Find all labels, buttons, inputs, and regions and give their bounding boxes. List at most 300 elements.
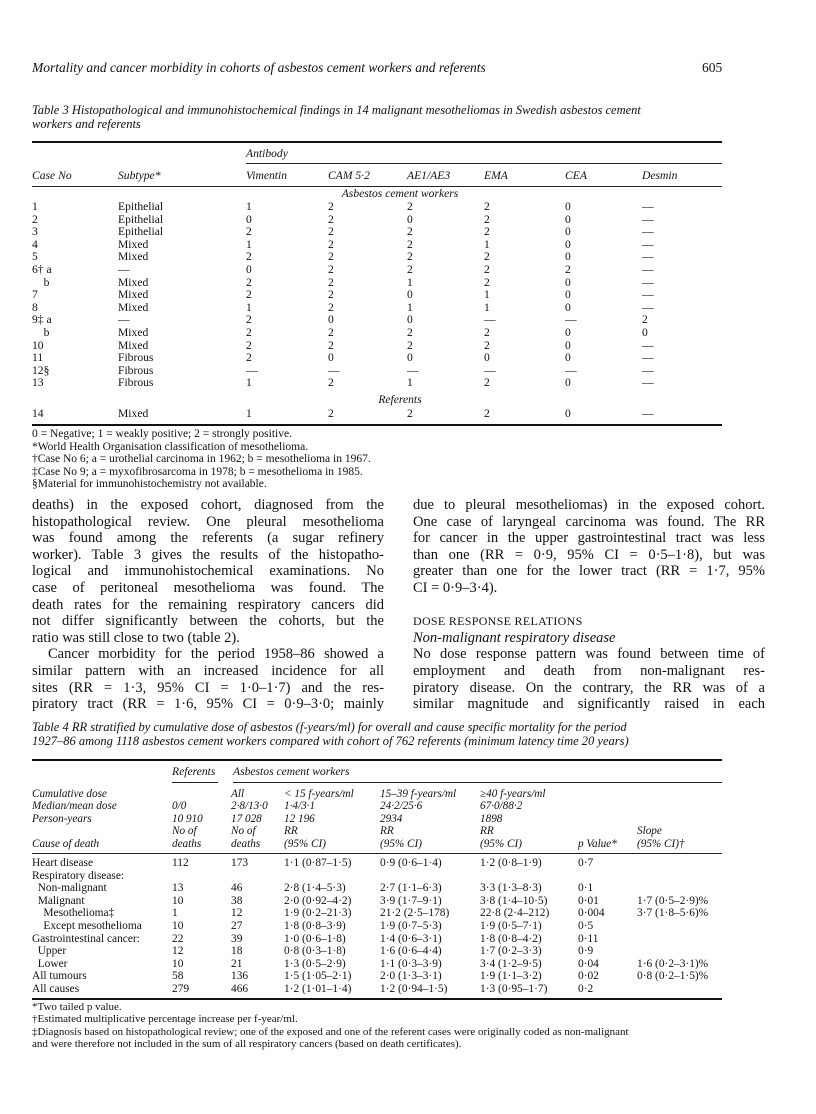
- table-cell: 3·4 (1·2–9·5): [480, 957, 542, 970]
- table-cell: 17 028: [231, 812, 262, 825]
- table-cell: 2: [407, 225, 413, 239]
- table-cell: Mixed: [118, 300, 149, 314]
- header-row: [0, 788, 816, 800]
- table-cell: 2: [328, 275, 334, 289]
- header-row: [0, 825, 816, 837]
- table-cell: 12: [172, 945, 184, 958]
- table-cell: 1·4/3·1: [284, 800, 316, 813]
- table-cell: 1: [172, 907, 178, 920]
- table-cell: 46: [231, 882, 243, 895]
- table4-workers-rule: [233, 782, 722, 783]
- table3-top-rule: [32, 141, 722, 143]
- table-cell: 12: [231, 907, 243, 920]
- text-line: One case of laryngeal carcinoma was found. The RR: [413, 513, 765, 530]
- table-cell: 3·7 (1·8–5·6)%: [637, 907, 709, 920]
- footnote: 0 = Negative; 1 = weakly positive; 2 = strongly positive.: [32, 428, 292, 440]
- table-cell: (95% CI)†: [637, 837, 685, 850]
- table-cell: 10: [32, 338, 44, 352]
- table-cell: 2: [407, 263, 413, 276]
- table-cell: —: [484, 313, 496, 327]
- table-cell: 173: [231, 857, 249, 869]
- table-cell: —: [484, 363, 496, 377]
- table-cell: —: [642, 338, 654, 352]
- table-cell: 0·9: [578, 945, 594, 958]
- table-cell: 2: [328, 326, 334, 339]
- table-cell: 0: [565, 351, 571, 365]
- header-row: [0, 800, 816, 812]
- table-cell: 1·5 (1·05–2·1): [284, 970, 352, 983]
- column-header: EMA: [484, 169, 508, 182]
- column-header: CAM 5·2: [328, 169, 370, 182]
- table-cell: 3: [32, 225, 38, 239]
- table-cell: 10 910: [172, 812, 203, 825]
- text-line: piratory tract (RR = 1·6, 95% CI = 0·9–3·0; mainly: [32, 696, 384, 713]
- table-cell: 2: [407, 237, 413, 251]
- table-cell: 15–39 f-years/ml: [380, 788, 457, 800]
- table-cell: —: [565, 313, 577, 327]
- table-cell: —: [246, 363, 258, 377]
- table-cell: 1·4 (0·6–3·1): [380, 932, 442, 945]
- table-cell: 0: [407, 351, 413, 365]
- table-cell: 1: [32, 200, 38, 213]
- table-cell: —: [642, 407, 654, 420]
- table4-caption: [32, 720, 629, 748]
- table-cell: 0: [328, 351, 334, 365]
- table-row: [0, 327, 816, 340]
- table-cell: 2·8/13·0: [231, 800, 268, 813]
- table-cell: 13: [32, 376, 44, 390]
- table3-bottom-rule: [32, 424, 722, 426]
- table4-group-referents: Referents: [172, 765, 216, 778]
- table-cell: 2: [407, 250, 413, 264]
- table-cell: 1: [246, 407, 252, 420]
- table-cell: 0·7: [578, 857, 594, 869]
- text-line: for cancer in the upper gastrointestinal tract was less: [413, 530, 765, 547]
- table-cell: b: [32, 326, 50, 339]
- table-row: [0, 983, 816, 996]
- table3-caption: [32, 103, 641, 131]
- table-cell: 0: [565, 407, 571, 420]
- table-cell: 1·1 (0·87–1·5): [284, 857, 352, 869]
- table-row: [0, 352, 816, 365]
- table-cell: 2: [484, 376, 490, 390]
- table-cell: 2·7 (1·1–6·3): [380, 882, 442, 895]
- text-line: case of peritoneal mesothelioma was found. The: [32, 579, 384, 596]
- header-row: [0, 838, 816, 850]
- table-cell: Mixed: [118, 326, 149, 339]
- table-cell: 2: [407, 407, 413, 420]
- table-cell: —: [407, 363, 419, 377]
- table-cell: 13: [172, 882, 184, 895]
- table-cell: RR: [480, 825, 494, 838]
- table-cell: b: [32, 275, 50, 289]
- text-line: deaths) in the exposed cohort, diagnosed from the: [32, 497, 384, 513]
- table-cell: 0: [565, 300, 571, 314]
- column-header: CEA: [565, 169, 587, 182]
- table-cell: 279: [172, 983, 190, 995]
- table-cell: —: [642, 363, 654, 377]
- table-cell: 2: [328, 263, 334, 276]
- footnote: †Estimated multiplicative percentage increase per f-year/ml.: [32, 1013, 298, 1026]
- table-row: [0, 289, 816, 302]
- table-cell: 2934: [380, 812, 403, 825]
- table-cell: 18: [231, 945, 243, 958]
- table-cell: 7: [32, 288, 38, 302]
- table-cell: Mesothelioma‡: [32, 907, 115, 920]
- table-cell: Fibrous: [118, 351, 154, 365]
- text-line: greater than one for the lower tract (RR = 1·7, 95%: [413, 563, 765, 580]
- table-cell: —: [642, 225, 654, 239]
- table-cell: 11: [32, 351, 44, 365]
- table4-footnotes: [32, 1001, 629, 1050]
- table3-group-header: Antibody: [246, 147, 288, 160]
- table-cell: 2: [246, 351, 252, 365]
- footnote: *Two tailed p value.: [32, 1001, 122, 1013]
- table-cell: 67·0/88·2: [480, 800, 523, 813]
- table-cell: 0·01: [578, 894, 599, 907]
- table-cell: 2: [484, 263, 490, 276]
- table-cell: All tumours: [32, 970, 87, 983]
- table-cell: 1: [407, 300, 413, 314]
- table-cell: 2: [407, 338, 413, 352]
- table-row: [0, 933, 816, 946]
- table-cell: —: [565, 363, 577, 377]
- text-line: Cancer morbidity for the period 1958–86 showed a: [48, 646, 384, 663]
- table-cell: 2: [328, 237, 334, 251]
- text-line: No dose response pattern was found between time of: [413, 646, 765, 663]
- table-cell: 2: [328, 200, 334, 213]
- table-row: [0, 201, 816, 214]
- table-cell: Epithelial: [118, 200, 164, 213]
- text-line: CI = 0·9–3·4).: [413, 579, 498, 596]
- table-cell: 0: [565, 326, 571, 339]
- table3-caption-line: Table 3 Histopathological and immunohistochemical findings in 14 malignant mesotheliomas in Swedish asbestos cement: [32, 103, 641, 117]
- header-row: [0, 813, 816, 825]
- table-row: [0, 264, 816, 277]
- text-line: due to pleural mesotheliomas) in the exposed cohort.: [413, 497, 765, 513]
- footnote: §Material for immunohistochemistry not available.: [32, 478, 267, 491]
- table-cell: 3·3 (1·3–8·3): [480, 882, 542, 895]
- table-cell: —: [118, 313, 130, 327]
- table3-section-workers: Asbestos cement workers: [341, 187, 459, 200]
- running-title: Mortality and cancer morbidity in cohorts of asbestos cement workers and referents: [32, 60, 486, 75]
- table4-caption-line: 1927–86 among 1118 asbestos cement workers compared with cohort of 762 referents (minimum latency time 20 years): [32, 734, 629, 748]
- table-cell: No of: [172, 825, 197, 838]
- table-cell: 0: [565, 288, 571, 302]
- table-cell: 1·3 (0·95–1·7): [480, 983, 548, 995]
- table-cell: Fibrous: [118, 363, 154, 377]
- table-cell: 1898: [480, 812, 503, 825]
- table-cell: 2: [565, 263, 571, 276]
- page-number: 605: [702, 60, 723, 75]
- table-cell: Malignant: [32, 894, 85, 907]
- table-cell: 4: [32, 237, 38, 251]
- table-cell: 0: [565, 250, 571, 264]
- table-cell: 1·9 (0·7–5·3): [380, 920, 442, 932]
- table-cell: 1: [246, 300, 252, 314]
- text-line: histopathological review. One pleural mesothelioma: [32, 513, 384, 530]
- table-cell: 1: [407, 275, 413, 289]
- table-cell: (95% CI): [480, 837, 522, 850]
- table-cell: 0: [246, 263, 252, 276]
- table-cell: 1·7 (0·5–2·9)%: [637, 894, 709, 907]
- table-cell: Respiratory disease:: [32, 869, 125, 882]
- table-cell: —: [118, 263, 130, 276]
- table-cell: 21·2 (2·5–178): [380, 907, 450, 920]
- table3-footnotes: [32, 428, 371, 491]
- table-cell: 3·8 (1·4–10·5): [480, 894, 548, 907]
- table-cell: 2: [328, 407, 334, 420]
- table-cell: All causes: [32, 983, 80, 995]
- table-cell: 0: [407, 313, 413, 327]
- footnote: ‡Case No 9; a = myxofibrosarcoma in 1978; b = mesothelioma in 1985.: [32, 465, 363, 478]
- table-cell: deaths: [231, 837, 261, 850]
- table-cell: 2: [484, 407, 490, 420]
- text-line: than one (RR = 0·9, 95% CI = 0·5–1·8), but was: [413, 546, 765, 563]
- table-cell: 2: [484, 250, 490, 264]
- text-line: employment and death from non-malignant res-: [413, 662, 765, 679]
- table3-group-rule: [246, 163, 722, 164]
- table-cell: 12§: [32, 363, 50, 377]
- table-row: [0, 907, 816, 920]
- table-cell: 0·2: [578, 983, 594, 995]
- table-cell: 1·8 (0·8–3·9): [284, 920, 346, 932]
- table-row: [0, 945, 816, 958]
- table-cell: 0: [328, 313, 334, 327]
- table-cell: Mixed: [118, 250, 149, 264]
- table-cell: 0: [246, 212, 252, 226]
- table-cell: 22·8 (2·4–212): [480, 907, 550, 920]
- table-row: [0, 857, 816, 870]
- table-cell: Except mesothelioma: [32, 920, 142, 932]
- table-cell: 2: [328, 225, 334, 239]
- table-cell: 2: [246, 326, 252, 339]
- text-line: worker). Table 3 gives the results of the histopatho-: [32, 546, 384, 563]
- table-cell: 2: [246, 275, 252, 289]
- table-cell: Epithelial: [118, 225, 164, 239]
- table-cell: Median/mean dose: [32, 800, 117, 813]
- table-cell: 2: [328, 288, 334, 302]
- table-cell: 1·2 (0·94–1·5): [380, 983, 448, 995]
- table-cell: 2: [246, 288, 252, 302]
- table-cell: 466: [231, 983, 249, 995]
- table-cell: 2: [328, 338, 334, 352]
- table-cell: 0·9 (0·6–1·4): [380, 857, 442, 869]
- table-cell: 0·8 (0·3–1·8): [284, 945, 346, 958]
- table-cell: RR: [380, 825, 394, 838]
- table-cell: 0·11: [578, 932, 599, 945]
- table-cell: 0·5: [578, 920, 594, 932]
- table-cell: 1: [407, 376, 413, 390]
- table-cell: 27: [231, 920, 243, 932]
- table-cell: 2: [32, 212, 38, 226]
- footnote: ‡Diagnosis based on histopathological review; one of the exposed and one of the referent cases were originally coded as non-malignant: [32, 1025, 629, 1038]
- table-cell: Mixed: [118, 237, 149, 251]
- table-cell: 58: [172, 970, 184, 983]
- table-cell: 2: [328, 376, 334, 390]
- table-cell: 0: [565, 237, 571, 251]
- table-cell: 0·04: [578, 957, 599, 970]
- table-cell: 2: [328, 250, 334, 264]
- text-line: similar magnitude and significantly raised in each: [413, 696, 765, 713]
- table-cell: 9‡ a: [32, 313, 52, 327]
- table-row: [0, 870, 816, 883]
- table-cell: (95% CI): [284, 837, 326, 850]
- table-cell: Cumulative dose: [32, 788, 107, 800]
- table-cell: Epithelial: [118, 212, 164, 226]
- table-cell: 2: [407, 326, 413, 339]
- column-header: Subtype*: [118, 169, 161, 182]
- text-line: ratio was still close to two (table 2).: [32, 629, 240, 646]
- table-cell: 1: [246, 200, 252, 213]
- subsection-heading: Non-malignant respiratory disease: [413, 629, 616, 646]
- table-cell: 0: [565, 212, 571, 226]
- table-cell: 0·02: [578, 970, 599, 983]
- table-cell: Slope: [637, 825, 662, 838]
- table-cell: 0: [565, 376, 571, 390]
- table-cell: —: [642, 275, 654, 289]
- table-cell: 0: [565, 275, 571, 289]
- table-cell: —: [642, 200, 654, 213]
- text-line: logical and immunohistochemical examinations. No: [32, 563, 384, 580]
- table-row: [0, 970, 816, 983]
- table-cell: 0·8 (0·2–1·5)%: [637, 970, 709, 983]
- table-cell: 0: [565, 338, 571, 352]
- table4-group-workers: Asbestos cement workers: [233, 765, 350, 778]
- table-cell: 5: [32, 250, 38, 264]
- table4-caption-line: Table 4 RR stratified by cumulative dose of asbestos (f-years/ml) for overall and cause specific mortality for the period: [32, 720, 627, 734]
- table-cell: 0: [407, 212, 413, 226]
- table-cell: 1·1 (0·3–3·9): [380, 957, 442, 970]
- column-header: Vimentin: [246, 169, 287, 182]
- table-cell: 12 196: [284, 812, 315, 825]
- table-cell: 10: [172, 920, 184, 932]
- table-cell: 2: [484, 200, 490, 213]
- text-line: sites (RR = 1·3, 95% CI = 1·0–1·7) and the res-: [32, 679, 384, 696]
- table-cell: Gastrointestinal cancer:: [32, 932, 140, 945]
- table-cell: 2·8 (1·4–5·3): [284, 882, 346, 895]
- table-cell: Lower: [32, 957, 68, 970]
- text-line: was found among the referents (a sugar refinery: [32, 530, 384, 547]
- table-cell: 2·0 (1·3–3·1): [380, 970, 442, 983]
- table-cell: 2: [484, 212, 490, 226]
- table-cell: Heart disease: [32, 857, 94, 869]
- table-row: [0, 895, 816, 908]
- table-cell: Cause of death: [32, 837, 100, 850]
- table-cell: 112: [172, 857, 189, 869]
- table-cell: Fibrous: [118, 376, 154, 390]
- table-cell: 1: [484, 237, 490, 251]
- table-row: [0, 958, 816, 971]
- table-cell: 14: [32, 407, 44, 420]
- table-cell: 1·6 (0·2–3·1)%: [637, 957, 709, 970]
- table-cell: —: [642, 212, 654, 226]
- table-cell: —: [642, 300, 654, 314]
- table-cell: 2: [642, 313, 648, 327]
- table-cell: Person-years: [32, 812, 92, 825]
- table3-section-referents: Referents: [378, 393, 422, 406]
- table-cell: Mixed: [118, 407, 149, 420]
- table-cell: 1·2 (0·8–1·9): [480, 857, 542, 869]
- column-header: AE1/AE3: [407, 169, 451, 182]
- table-cell: —: [642, 250, 654, 264]
- text-line: similar pattern with an increased incidence for all: [32, 662, 384, 679]
- table-row: [0, 226, 816, 239]
- body-right-column: [413, 497, 765, 713]
- table-cell: 2: [407, 200, 413, 213]
- table-cell: 10: [172, 894, 184, 907]
- table-cell: 0: [642, 326, 648, 339]
- table-cell: 1: [246, 376, 252, 390]
- table-cell: 2·0 (0·92–4·2): [284, 894, 352, 907]
- table4-header-rule: [32, 853, 722, 854]
- section-heading: DOSE RESPONSE RELATIONS: [413, 614, 583, 629]
- table-cell: Mixed: [118, 288, 149, 302]
- table-cell: 21: [231, 957, 243, 970]
- table-cell: 1·9 (0·2–21·3): [284, 907, 352, 920]
- table-cell: p Value*: [578, 837, 617, 850]
- table-cell: 1·2 (1·01–1·4): [284, 983, 352, 995]
- footnote: †Case No 6; a = urothelial carcinoma in 1962; b = mesothelioma in 1967.: [32, 453, 371, 466]
- table-cell: 3·9 (1·7–9·1): [380, 894, 442, 907]
- table3-caption-line: workers and referents: [32, 117, 141, 131]
- table-cell: 10: [172, 957, 184, 970]
- table-cell: 22: [172, 932, 184, 945]
- footnote: *World Health Organisation classification of mesothelioma.: [32, 440, 309, 453]
- blank-line: [413, 597, 765, 614]
- table-row: [0, 920, 816, 933]
- table-cell: 2: [246, 225, 252, 239]
- table-cell: 0: [407, 288, 413, 302]
- table-cell: No of: [231, 825, 256, 838]
- table-cell: 1·6 (0·6–4·4): [380, 945, 442, 958]
- table-cell: 2: [328, 212, 334, 226]
- table-cell: 6† a: [32, 263, 52, 276]
- table-cell: —: [328, 363, 340, 377]
- table-cell: 2: [246, 338, 252, 352]
- table-cell: 1·3 (0·5–2·9): [284, 957, 346, 970]
- table-cell: 1: [484, 288, 490, 302]
- text-line: death rates for the remaining respiratory cancers did: [32, 596, 384, 613]
- footnote: and were therefore not included in the sum of all respiratory cancers (based on death certificates).: [32, 1037, 462, 1050]
- table-cell: Upper: [32, 945, 67, 958]
- table-row: [0, 882, 816, 895]
- table-cell: —: [642, 288, 654, 302]
- table-cell: 0: [484, 351, 490, 365]
- table-cell: 2: [484, 275, 490, 289]
- table-cell: 1·9 (0·5–7·1): [480, 920, 542, 932]
- table-cell: Mixed: [118, 338, 149, 352]
- table-cell: —: [642, 263, 654, 276]
- table4-bottom-rule: [32, 998, 722, 1000]
- table-cell: 38: [231, 894, 243, 907]
- column-header: Case No: [32, 169, 72, 182]
- table-cell: 0: [565, 225, 571, 239]
- table-cell: 24·2/25·6: [380, 800, 423, 813]
- table-cell: 1·7 (0·2–3·3): [480, 945, 542, 958]
- table-cell: (95% CI): [380, 837, 422, 850]
- table-cell: 2: [246, 250, 252, 264]
- table-cell: < 15 f-years/ml: [284, 788, 354, 800]
- table-cell: 2: [484, 338, 490, 352]
- table-cell: 1: [484, 300, 490, 314]
- table-cell: 1·9 (1·1–3·2): [480, 970, 542, 983]
- table-cell: —: [642, 237, 654, 251]
- table-row: [0, 408, 816, 421]
- table-cell: Non-malignant: [32, 882, 107, 895]
- body-left-column: [32, 497, 384, 713]
- table-cell: 0/0: [172, 800, 187, 813]
